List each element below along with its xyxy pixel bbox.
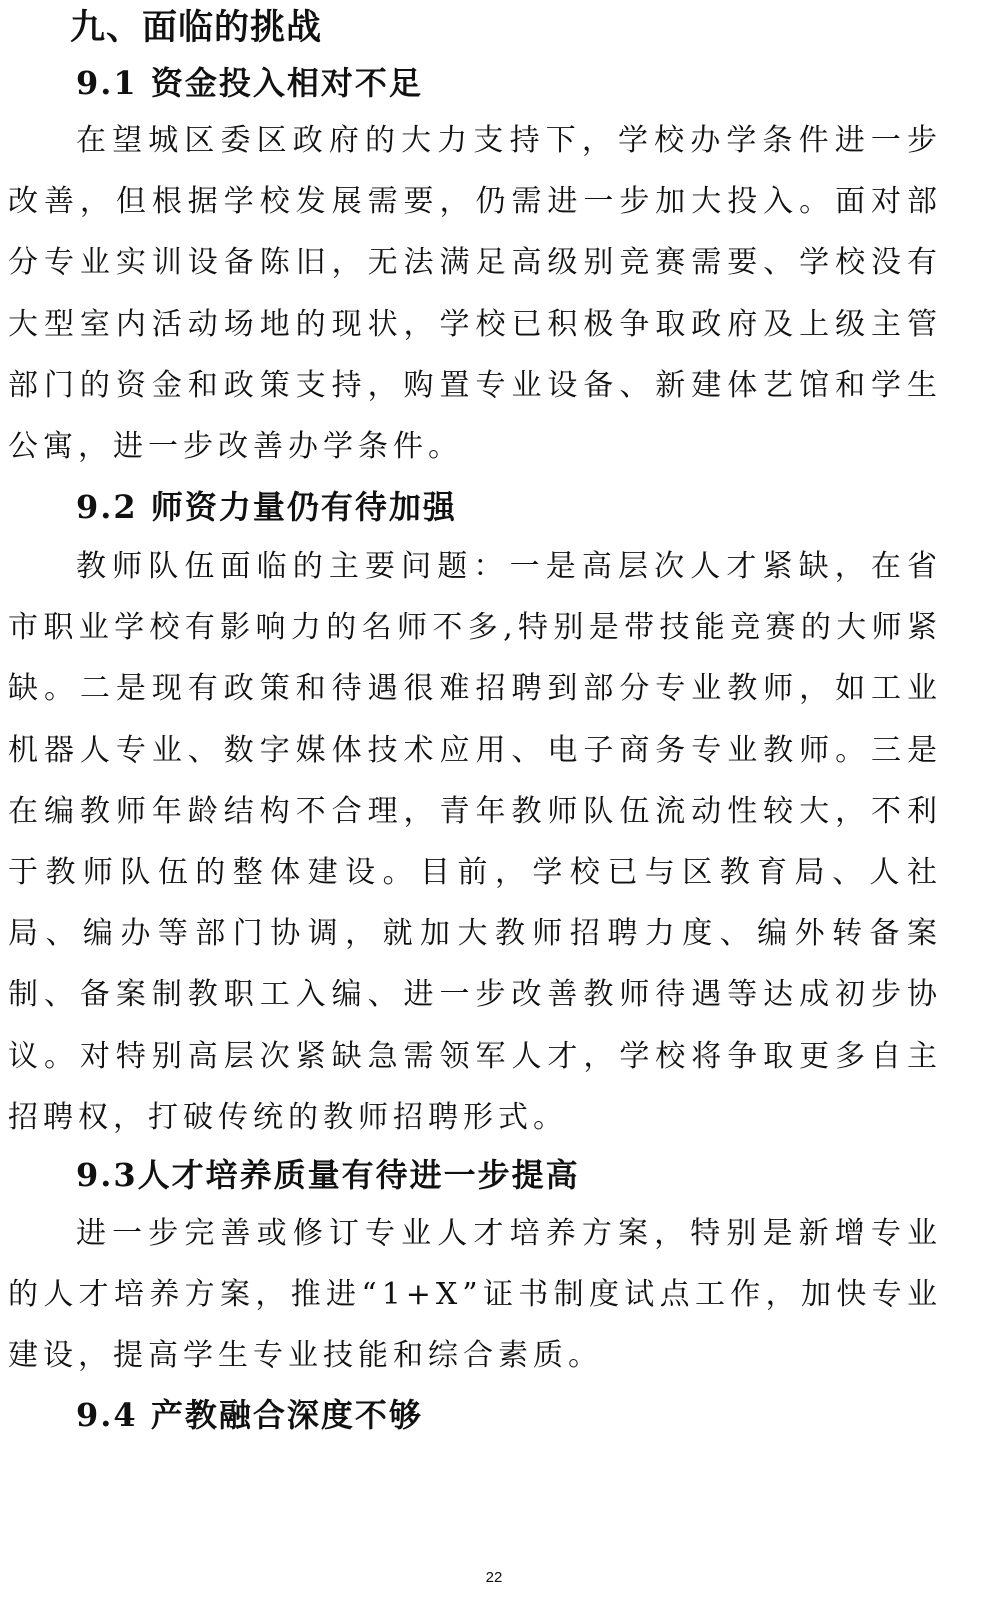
section-heading-9-4: 9.4 产教融合深度不够 bbox=[76, 1396, 423, 1434]
section-paragraph-9-3: 进一步完善或修订专业人才培养方案，特别是新增专业的人才培养方案，推进“1+X”证书制度试点工作，加快专业建设，提高学生专业技能和综合素质。 bbox=[8, 1216, 942, 1374]
page-number: 22 bbox=[485, 1569, 503, 1586]
chapter-title: 九、面临的挑战 bbox=[70, 8, 323, 48]
section-paragraph-9-1: 在望城区委区政府的大力支持下，学校办学条件进一步改善，但根据学校发展需要，仍需进一步加大投入。面对部分专业实训设备陈旧，无法满足高级别竞赛需要、学校没有大型室内活动场地的现状，学校已积极争取政府及上级主管部门的资金和政策支持，购置专业设备、新建体艺馆和学生公寓，进一步改善办学条件。 bbox=[8, 123, 942, 465]
section-heading-9-3: 9.3人才培养质量有待进一步提高 bbox=[76, 1156, 580, 1194]
section-heading-9-1: 9.1 资金投入相对不足 bbox=[76, 64, 423, 102]
section-paragraph-9-2: 教师队伍面临的主要问题：一是高层次人才紧缺，在省市职业学校有影响力的名师不多,特别是带技能竞赛的大师紧缺。二是现有政策和待遇很难招聘到部分专业教师，如工业机器人专业、数字媒体技术应用、电子商务专业教师。三是在编教师年龄结构不合理，青年教师队伍流动性较大，不利于教师队伍的整体建设。目前，学校已与区教育局、人社局、编办等部门协调，就加大教师招聘力度、编外转备案制、备案制教职工入编、进一步改善教师待遇等达成初步协议。对特别高层次紧缺急需领军人才，学校将争取更多自主招聘权，打破传统的教师招聘形式。 bbox=[8, 549, 942, 1135]
section-heading-9-2: 9.2 师资力量仍有待加强 bbox=[76, 488, 457, 526]
